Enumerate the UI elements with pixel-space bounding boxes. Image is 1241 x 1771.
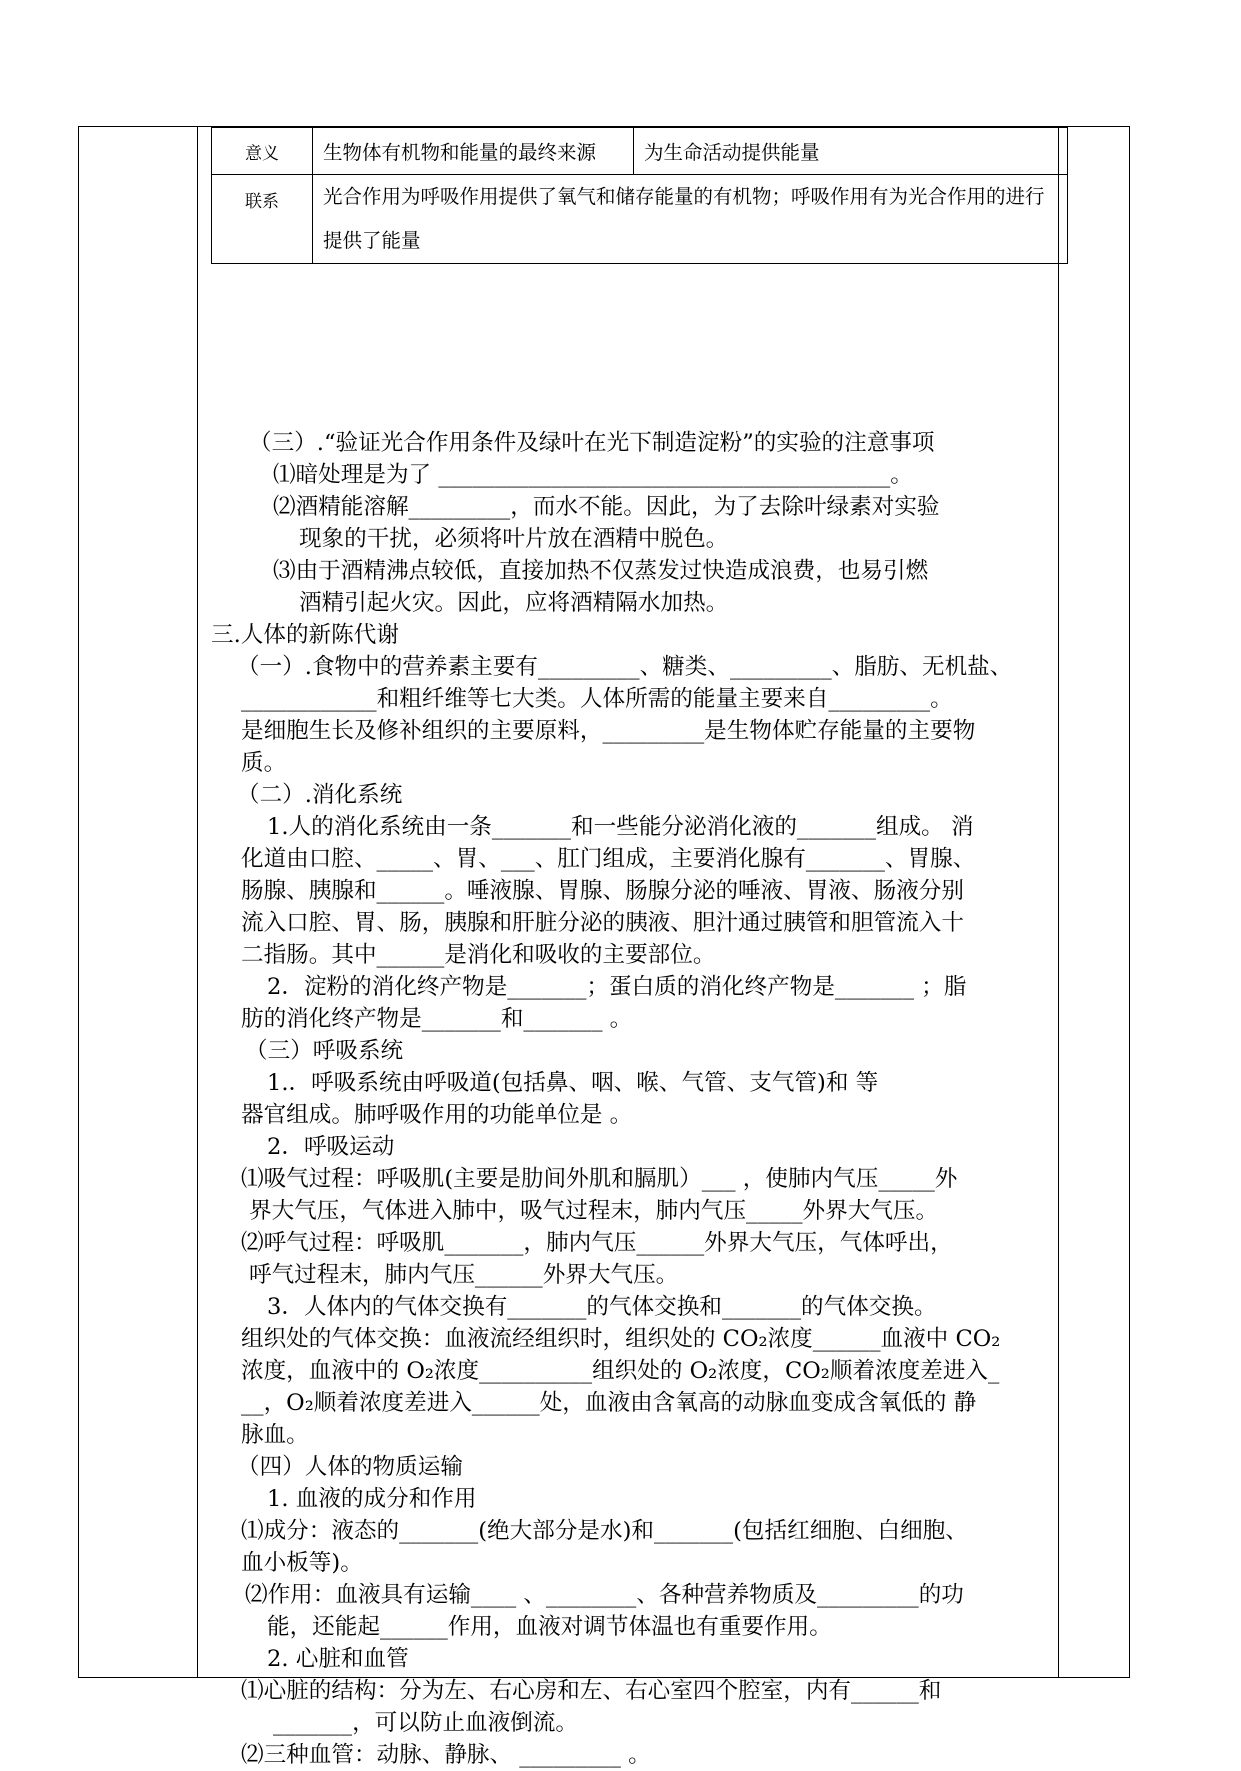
- text-line: 1.人的消化系统由一条_______和一些能分泌消化液的_______组成。 消: [267, 814, 974, 840]
- cell-respiration-significance: 为生命活动提供能量: [634, 128, 1068, 175]
- text-line: ⑴成分：液态的_______(绝大部分是水)和_______(包括红细胞、白细胞、: [241, 1518, 968, 1544]
- text-line: （三）.“验证光合作用条件及绿叶在光下制造淀粉”的实验的注意事项: [249, 430, 935, 456]
- comparison-table: [211, 127, 1068, 264]
- text-line: 呼气过程末，肺内气压______外界大气压。: [249, 1262, 679, 1288]
- page-frame: [78, 126, 1130, 1768]
- subsection-heading: （二）.消化系统: [237, 782, 403, 808]
- text-line: 2．呼吸运动: [267, 1134, 395, 1160]
- text-line: 组织处的气体交换：血液流经组织时，组织处的 CO₂浓度______血液中 CO₂: [241, 1326, 1001, 1352]
- label-significance: 意义: [212, 128, 313, 175]
- text-line: ____________和粗纤维等七大类。人体所需的能量主要来自_________。: [241, 686, 953, 712]
- text-line: 化道由口腔、_____、胃、___、肛门组成，主要消化腺有_______、胃腺、: [241, 846, 976, 872]
- cell-photosynthesis-significance: 生物体有机物和能量的最终来源: [313, 128, 634, 175]
- text-line: ⑴吸气过程：呼吸肌(主要是肋间外肌和膈肌）___ ，使肺内气压_____外: [241, 1166, 958, 1192]
- text-line: 酒精引起火灾。因此，应将酒精隔水加热。: [299, 590, 729, 616]
- text-line: 3．人体内的气体交换有_______的气体交换和_______的气体交换。: [267, 1294, 937, 1320]
- text-line: 质。: [241, 750, 287, 776]
- text-line: 能，还能起______作用，血液对调节体温也有重要作用。: [267, 1614, 832, 1640]
- text-line: 脉血。: [241, 1422, 309, 1448]
- text-line: ⑵作用：血液具有运输____ 、________、各种营养物质及_________的功: [245, 1582, 964, 1608]
- text-line: 肪的消化终产物是_______和_______ 。: [241, 1006, 633, 1032]
- text-line: 是细胞生长及修补组织的主要原料，_________是生物体贮存能量的主要物: [241, 718, 976, 744]
- text-line: _______，可以防止血液倒流。: [273, 1710, 579, 1736]
- text-line: 1. 血液的成分和作用: [267, 1486, 477, 1512]
- text-line: ⑴心脏的结构：分为左、右心房和左、右心室四个腔室，内有______和: [241, 1678, 942, 1704]
- text-line: ⑴暗处理是为了 ________________________________________。: [273, 462, 913, 488]
- cell-relation-text: 光合作用为呼吸作用提供了氧气和储存能量的有机物；呼吸作用有为光合作用的进行提供了能量: [313, 175, 1068, 264]
- section-heading: 三.人体的新陈代谢: [211, 622, 399, 648]
- subsection-heading: （三）呼吸系统: [245, 1038, 404, 1064]
- text-line: ⑵酒精能溶解_________，而水不能。因此，为了去除叶绿素对实验: [273, 494, 940, 520]
- text-line: 界大气压，气体进入肺中，吸气过程末，肺内气压_____外界大气压。: [249, 1198, 939, 1224]
- label-relation: 联系: [212, 175, 313, 264]
- text-line: 血小板等)。: [241, 1550, 363, 1576]
- text-line: （一）.食物中的营养素主要有_________、糖类、_________、脂肪、无机盐、: [237, 654, 1013, 680]
- text-line: 二指肠。其中______是消化和吸收的主要部位。: [241, 942, 716, 968]
- subsection-heading: （四）人体的物质运输: [237, 1454, 463, 1480]
- text-line: 器官组成。肺呼吸作用的功能单位是 。: [241, 1102, 633, 1128]
- text-line: 2．淀粉的消化终产物是_______；蛋白质的消化终产物是_______ ；脂: [267, 974, 967, 1000]
- table-row-significance: [212, 128, 1068, 175]
- text-line: 现象的干扰，必须将叶片放在酒精中脱色。: [299, 526, 729, 552]
- text-line: 1.．呼吸系统由呼吸道(包括鼻、咽、喉、气管、支气管)和 等: [267, 1070, 879, 1096]
- text-line: ⑵呼气过程：呼吸肌_______，肺内气压______外界大气压，气体呼出，: [241, 1230, 953, 1256]
- text-line: __，O₂顺着浓度差进入______处，血液由含氧高的动脉血变成含氧低的 静: [241, 1390, 977, 1416]
- table-row-relation: [212, 175, 1068, 264]
- text-line: 肠腺、胰腺和______。唾液腺、胃腺、肠腺分泌的唾液、胃液、肠液分别: [241, 878, 964, 904]
- left-column-divider: [197, 127, 198, 1677]
- text-line: ⑵三种血管：动脉、静脉、 _________ 。: [241, 1742, 651, 1768]
- text-line: 流入口腔、胃、肠，胰腺和肝脏分泌的胰液、胆汁通过胰管和胆管流入十: [241, 910, 964, 936]
- text-line: 浓度，血液中的 O₂浓度__________组织处的 O₂浓度，CO₂顺着浓度差进入_: [241, 1358, 1000, 1384]
- notes-content: [211, 427, 1061, 1771]
- text-line: 2. 心脏和血管: [267, 1646, 409, 1672]
- text-line: ⑶由于酒精沸点较低，直接加热不仅蒸发过快造成浪费，也易引燃: [273, 558, 929, 584]
